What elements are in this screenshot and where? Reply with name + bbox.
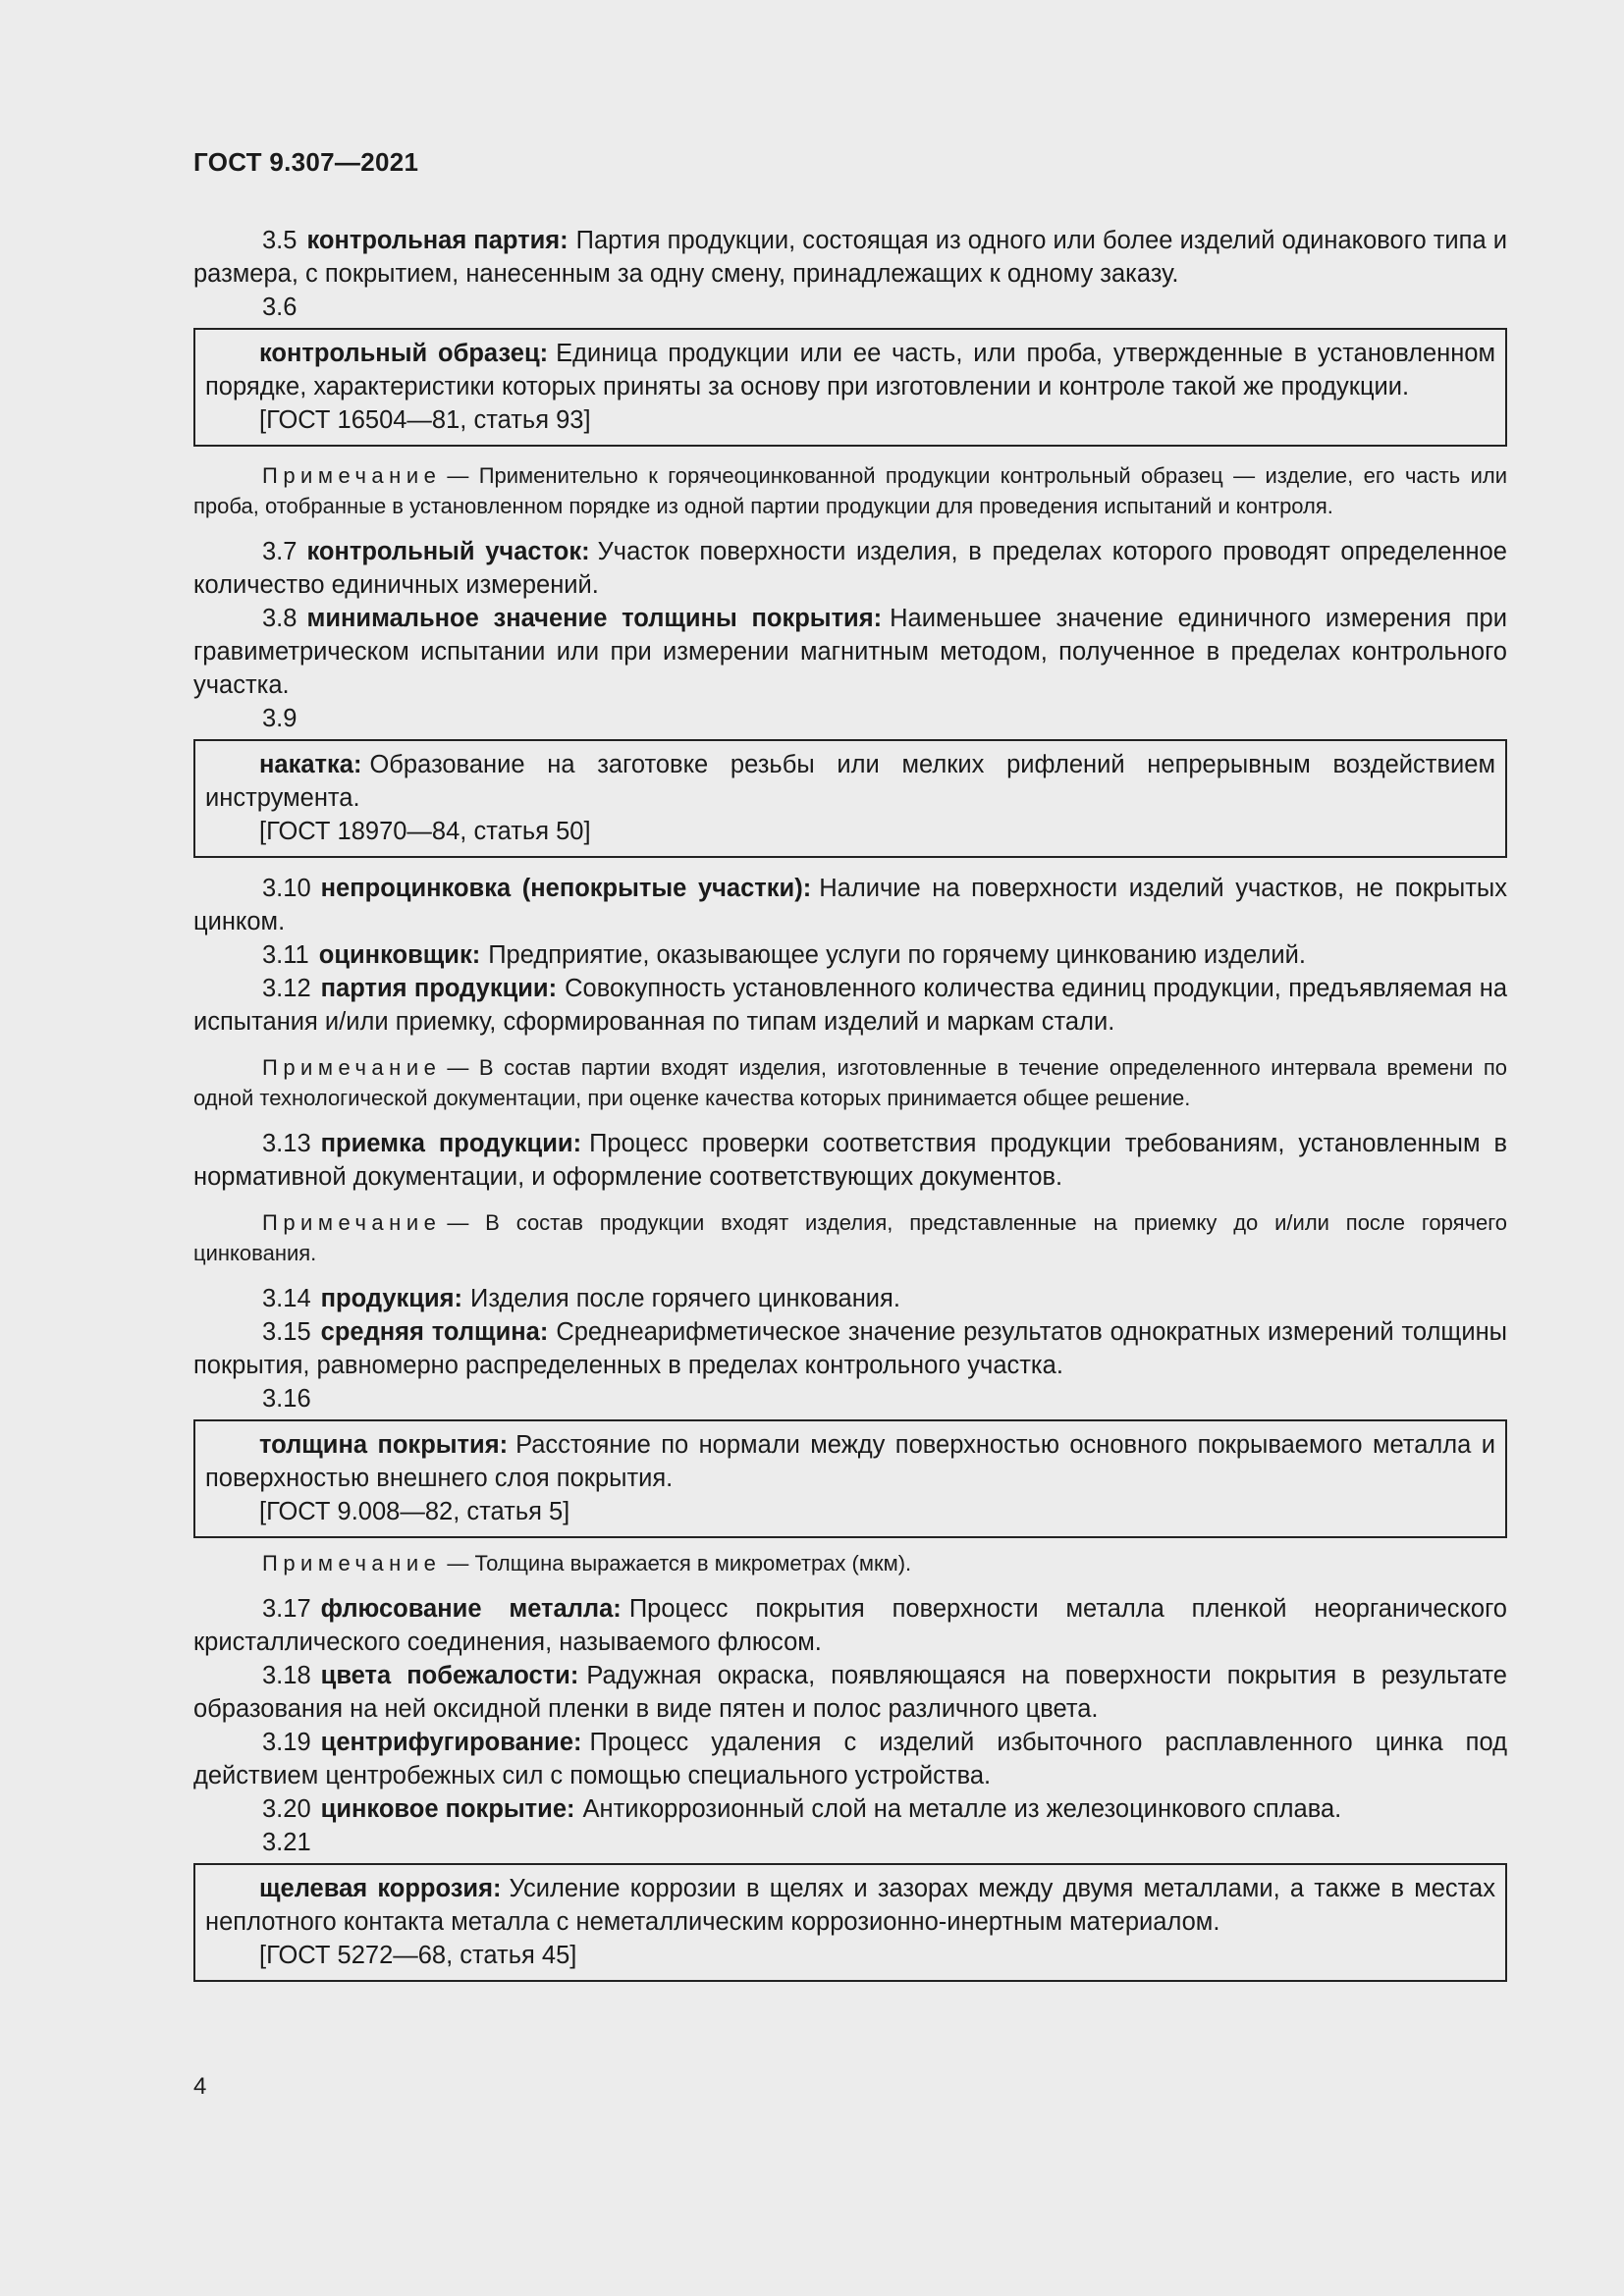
term-entry-3-18 xyxy=(193,1659,1507,1726)
term-entry-3-7 xyxy=(193,535,1507,602)
page-number: 4 xyxy=(193,2073,207,2100)
note-3-12 xyxy=(193,1052,1507,1113)
term-title: непроцинковка (непокрытые участки): xyxy=(320,875,812,902)
term-entry-3-11 xyxy=(193,938,1507,972)
term-definition: Процесс удаления с изделий избыточного расплавленного цинка под действием центробежных сил с помощью специального устройства. xyxy=(193,1729,1507,1789)
term-title: контрольная партия: xyxy=(306,227,568,254)
term-definition: Изделия после горячего цинкования. xyxy=(470,1285,900,1312)
note-3-13 xyxy=(193,1207,1507,1268)
term-definition: Предприятие, оказывающее услуги по горячему цинкованию изделий. xyxy=(488,941,1306,969)
term-number: 3.7 xyxy=(262,538,298,565)
note-label: Примечание xyxy=(262,1055,442,1080)
term-definition: Процесс покрытия поверхности металла пленкой неорганического кристаллического соединения, называемого флюсом. xyxy=(193,1595,1507,1656)
note-label: Примечание xyxy=(262,1551,442,1575)
term-title: цинковое покрытие: xyxy=(320,1795,575,1823)
term-number-3-6: 3.6 xyxy=(262,294,298,321)
term-title: контрольный участок: xyxy=(306,538,590,565)
term-number: 3.8 xyxy=(262,605,298,632)
terms-content xyxy=(193,224,1507,1982)
term-entry-3-21 xyxy=(205,1872,1495,1939)
term-definition: Партия продукции, состоящая из одного или более изделий одинакового типа и размера, с покрытием, нанесенным за одну смену, принадлежащих к одному заказу. xyxy=(193,227,1507,288)
term-number-3-16: 3.16 xyxy=(262,1385,311,1413)
term-entry-3-19 xyxy=(193,1726,1507,1792)
term-number: 3.17 xyxy=(262,1595,311,1623)
term-definition: Процесс проверки соответствия продукции требованиям, установленным в нормативной документации, и оформление соответствующих документов. xyxy=(193,1130,1508,1191)
term-title: средняя толщина: xyxy=(320,1318,549,1346)
term-box-3-6 xyxy=(193,328,1507,447)
term-title: оцинковщик: xyxy=(318,941,481,969)
term-box-3-21 xyxy=(193,1863,1507,1982)
term-entry-3-16 xyxy=(205,1428,1495,1495)
note-3-16 xyxy=(193,1548,1507,1578)
term-entry-3-9 xyxy=(205,748,1495,815)
term-entry-3-10 xyxy=(193,872,1507,938)
term-definition: Антикоррозионный слой на металле из железоцинкового сплава. xyxy=(582,1795,1342,1823)
note-text: — Применительно к горячеоцинкованной продукции контрольный образец — изделие, его часть или проба, отобранные в установленном порядке из одной партии продукции для проведения испытаний и контроля. xyxy=(193,463,1507,518)
term-box-3-16 xyxy=(193,1419,1507,1538)
term-title: накатка: xyxy=(259,751,362,778)
term-title: цвета побежалости: xyxy=(320,1662,579,1689)
term-definition: Усиление коррозии в щелях и зазорах между двумя металлами, а также в местах неплотного контакта металла с неметаллическим коррозионно-инертным материалом. xyxy=(205,1875,1495,1936)
term-entry-3-20 xyxy=(193,1792,1507,1826)
term-reference: [ГОСТ 5272—68, статья 45] xyxy=(259,1942,577,1969)
term-number: 3.19 xyxy=(262,1729,311,1756)
term-definition: Совокупность установленного количества единиц продукции, предъявляемая на испытания и/или приемку, сформированная по типам изделий и маркам стали. xyxy=(193,975,1507,1036)
term-reference: [ГОСТ 16504—81, статья 93] xyxy=(259,406,591,434)
term-entry-3-15 xyxy=(193,1315,1507,1382)
term-number: 3.14 xyxy=(262,1285,311,1312)
note-text: — Толщина выражается в микрометрах (мкм). xyxy=(447,1551,912,1575)
term-entry-3-12 xyxy=(193,972,1507,1039)
term-entry-3-13 xyxy=(193,1127,1507,1194)
term-box-3-9 xyxy=(193,739,1507,858)
term-definition: Единица продукции или ее часть, или проба, утвержденные в установленном порядке, характеристики которых приняты за основу при изготовлении и контроле такой же продукции. xyxy=(205,340,1496,400)
note-text: — В состав продукции входят изделия, представленные на приемку до и/или после горячего цинкования. xyxy=(193,1210,1507,1265)
term-definition: Среднеарифметическое значение результатов однократных измерений толщины покрытия, равномерно распределенных в пределах контрольного участка. xyxy=(193,1318,1507,1379)
term-entry-3-5 xyxy=(193,224,1507,291)
note-label: Примечание xyxy=(262,463,442,488)
document-id-header: ГОСТ 9.307—2021 xyxy=(193,147,419,177)
term-definition: Участок поверхности изделия, в пределах которого проводят определенное количество единичных измерений. xyxy=(193,538,1507,599)
term-number: 3.13 xyxy=(262,1130,311,1157)
term-number: 3.20 xyxy=(262,1795,311,1823)
term-definition: Образование на заготовке резьбы или мелких рифлений непрерывным воздействием инструмента. xyxy=(205,751,1495,812)
term-title: партия продукции: xyxy=(320,975,558,1002)
term-title: толщина покрытия: xyxy=(259,1431,509,1459)
term-number-3-9: 3.9 xyxy=(262,705,298,732)
term-number: 3.12 xyxy=(262,975,311,1002)
term-entry-3-14 xyxy=(193,1282,1507,1315)
term-title: контрольный образец: xyxy=(259,340,549,367)
term-entry-3-8 xyxy=(193,602,1507,702)
term-reference: [ГОСТ 18970—84, статья 50] xyxy=(259,818,591,845)
note-label: Примечание xyxy=(262,1210,442,1235)
term-number: 3.10 xyxy=(262,875,311,902)
term-number: 3.11 xyxy=(262,941,309,969)
term-definition: Расстояние по нормали между поверхностью основного покрываемого металла и поверхностью внешнего слоя покрытия. xyxy=(205,1431,1495,1492)
term-title: минимальное значение толщины покрытия: xyxy=(306,605,883,632)
term-number: 3.15 xyxy=(262,1318,311,1346)
term-definition: Радужная окраска, появляющаяся на поверхности покрытия в результате образования на ней оксидной пленки в виде пятен и полос различного цвета. xyxy=(193,1662,1507,1723)
term-definition: Наименьшее значение единичного измерения при гравиметрическом испытании или при измерении магнитным методом, полученное в пределах контрольного участка. xyxy=(193,605,1507,699)
term-title: щелевая коррозия: xyxy=(259,1875,502,1902)
term-number: 3.5 xyxy=(262,227,298,254)
term-title: продукция: xyxy=(320,1285,463,1312)
term-title: приемка продукции: xyxy=(320,1130,582,1157)
term-entry-3-6 xyxy=(205,337,1495,403)
term-entry-3-17 xyxy=(193,1592,1507,1659)
term-number: 3.18 xyxy=(262,1662,311,1689)
term-title: центрифугирование: xyxy=(320,1729,582,1756)
term-number-3-21: 3.21 xyxy=(262,1829,311,1856)
term-reference: [ГОСТ 9.008—82, статья 5] xyxy=(259,1498,570,1525)
term-definition: Наличие на поверхности изделий участков, не покрытых цинком. xyxy=(193,875,1507,935)
note-3-6 xyxy=(193,460,1507,521)
note-text: — В состав партии входят изделия, изготовленные в течение определенного интервала времени по одной технологической документации, при оценке качества которых принимается общее решение. xyxy=(193,1055,1507,1110)
term-title: флюсование металла: xyxy=(320,1595,622,1623)
